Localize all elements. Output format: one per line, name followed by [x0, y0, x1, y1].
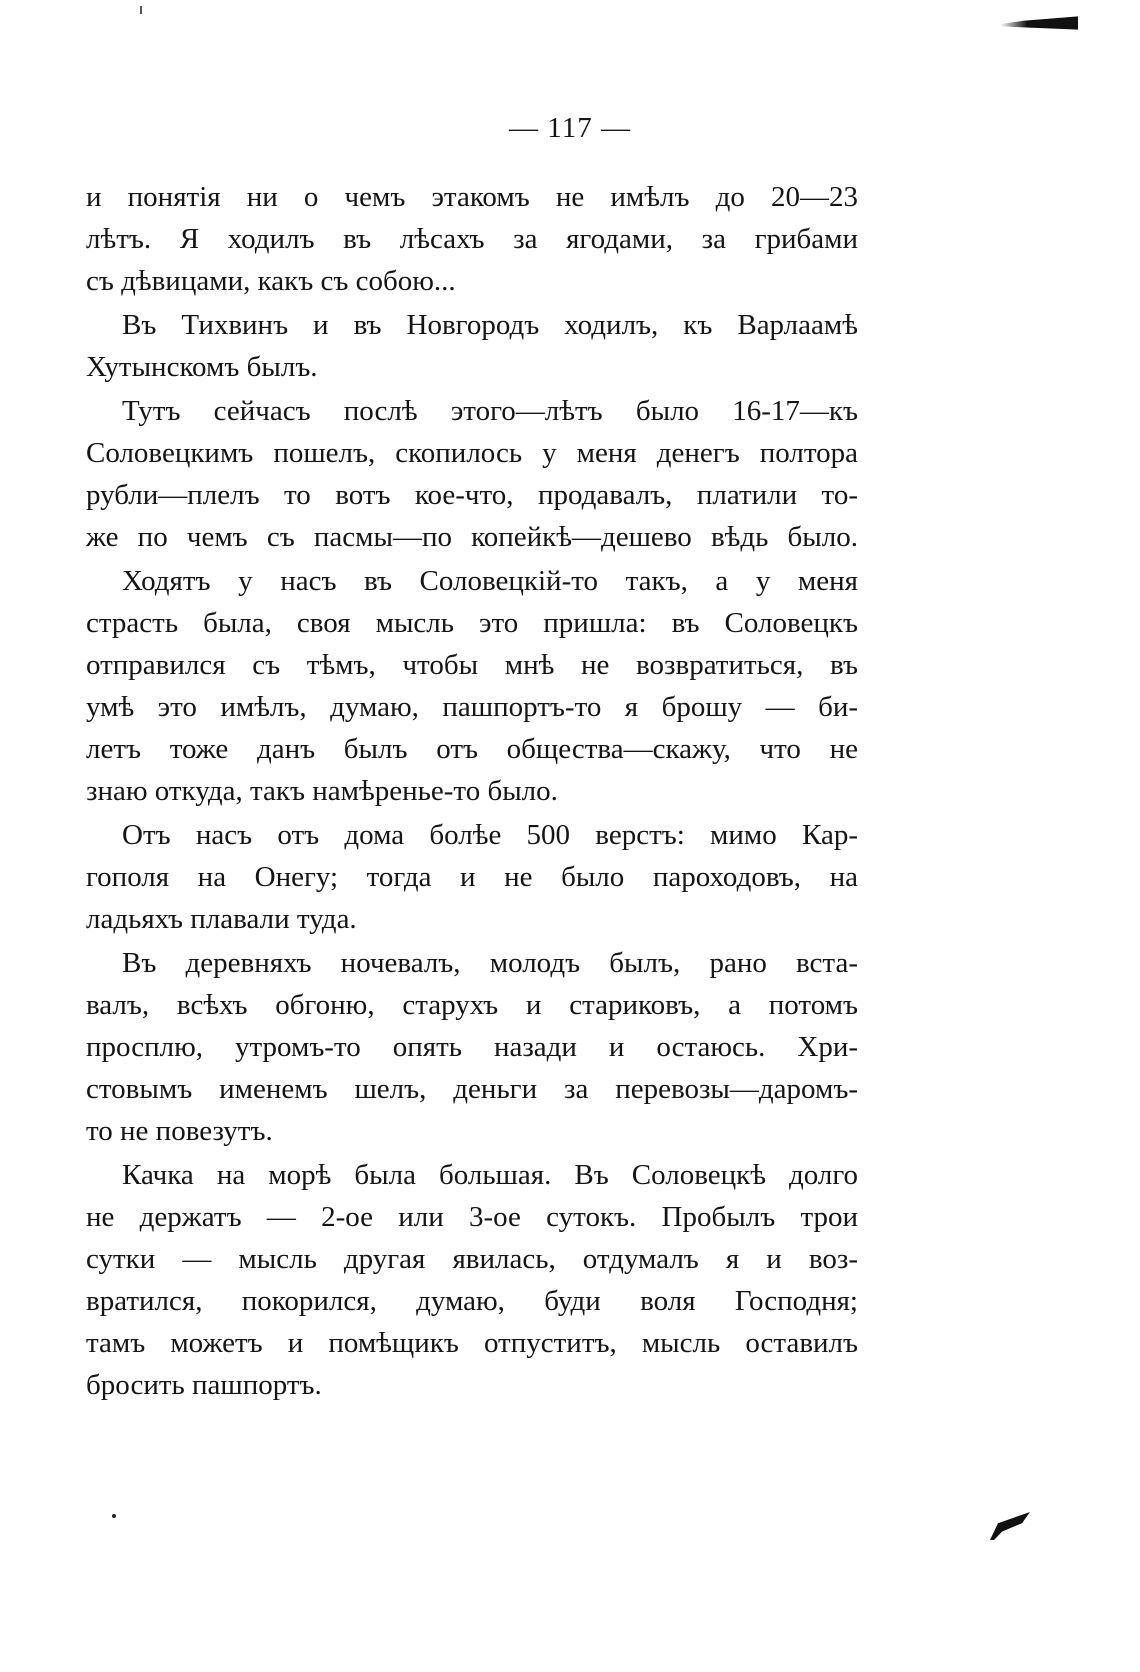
body-text — [86, 176, 858, 1406]
text-line: то не повезутъ. — [86, 1115, 273, 1147]
text-line: же по чемъ съ пасмы—по копейкѣ—дешево вѣдь было. — [86, 521, 858, 553]
text-line: и понятія ни о чемъ этакомъ не имѣлъ до 20—23 — [86, 181, 858, 213]
scan-mark — [140, 6, 142, 14]
text-line: Качка на морѣ была большая. Въ Соловецкѣ долго — [122, 1159, 858, 1191]
text-line: не держатъ — 2-ое или 3-ое сутокъ. Пробылъ трои — [86, 1201, 858, 1233]
scan-blot — [990, 1512, 1030, 1540]
text-line: страсть была, своя мысль это пришла: въ Соловецкъ — [86, 607, 858, 639]
text-line: Въ Тихвинъ и въ Новгородъ ходилъ, къ Варлаамѣ — [122, 309, 858, 341]
text-line: умѣ это имѣлъ, думаю, пашпортъ-то я брошу — би- — [86, 691, 858, 723]
text-line: просплю, утромъ-то опять назади и остаюсь. Хри- — [86, 1031, 858, 1063]
text-line: знаю откуда, такъ намѣренье-то было. — [86, 775, 558, 807]
text-line: Тутъ сейчасъ послѣ этого—лѣтъ было 16-17—къ — [122, 395, 858, 427]
text-line: Соловецкимъ пошелъ, скопилось у меня денегъ полтора — [86, 437, 858, 469]
text-line: Хутынскомъ былъ. — [86, 351, 318, 383]
page-number: — 117 — — [509, 112, 631, 144]
text-line: рубли—плелъ то вотъ кое-что, продавалъ, платили то- — [86, 479, 858, 511]
text-line: летъ тоже данъ былъ отъ общества—скажу, что не — [86, 733, 858, 765]
text-line: валъ, всѣхъ обгоню, старухъ и стариковъ, а потомъ — [86, 989, 858, 1021]
text-line: съ дѣвицами, какъ съ собою... — [86, 265, 456, 297]
text-line: Отъ насъ отъ дома болѣе 500 верстъ: мимо Кар- — [122, 819, 858, 851]
text-line: лѣтъ. Я ходилъ въ лѣсахъ за ягодами, за грибами — [86, 223, 858, 255]
text-line: ладьяхъ плавали туда. — [86, 903, 357, 935]
text-line: вратился, покорился, думаю, буди воля Господня; — [86, 1285, 858, 1317]
text-line: Въ деревняхъ ночевалъ, молодъ былъ, рано вста- — [122, 947, 858, 979]
text-line: бросить пашпортъ. — [86, 1369, 322, 1401]
text-line: сутки — мысль другая явилась, отдумалъ я и воз- — [86, 1243, 858, 1275]
text-line: Ходятъ у насъ въ Соловецкій-то такъ, а у меня — [122, 565, 858, 597]
scan-blot — [1000, 12, 1078, 34]
text-line: тамъ можетъ и помѣщикъ отпуститъ, мысль оставилъ — [86, 1327, 858, 1359]
text-line: гополя на Онегу; тогда и не было пароходовъ, на — [86, 861, 858, 893]
text-line: стовымъ именемъ шелъ, деньги за перевозы—даромъ- — [86, 1073, 858, 1105]
text-line: отправился съ тѣмъ, чтобы мнѣ не возвратиться, въ — [86, 649, 858, 681]
scan-dot — [112, 1514, 116, 1518]
